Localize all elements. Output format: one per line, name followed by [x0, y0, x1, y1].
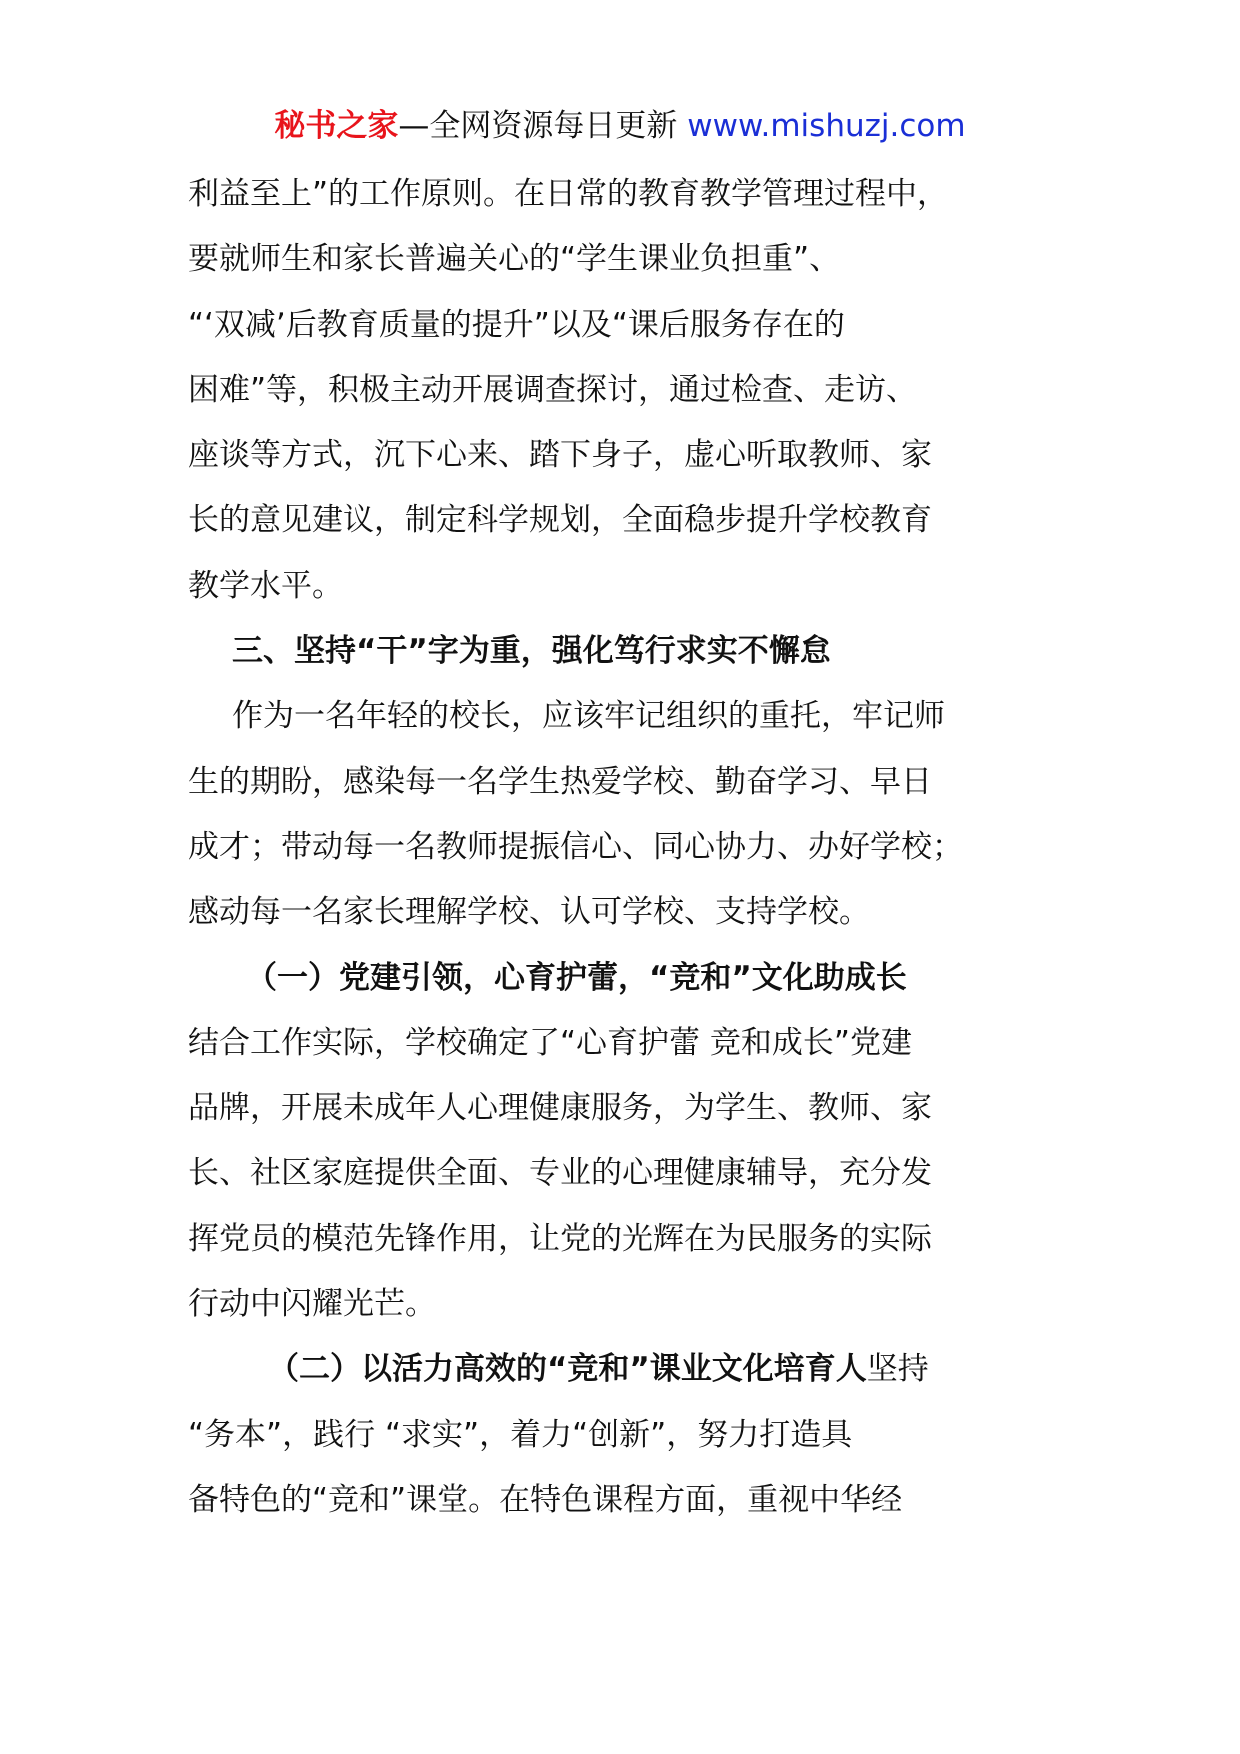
- section-heading: 三、坚持“干”字为重，强化笃行求实不懈怠: [232, 633, 831, 670]
- paragraph-line: 挥党员的模范先锋作用，让党的光辉在为民服务的实际: [188, 1220, 932, 1257]
- paragraph-line: 座谈等方式，沉下心来、踏下身子，虚心听取教师、家: [188, 437, 932, 474]
- paragraph-line: 利益至上”的工作原则。在日常的教育教学管理过程中，: [188, 176, 949, 212]
- paragraph-line: 困难”等，积极主动开展调查探讨，通过检查、走访、: [188, 371, 918, 408]
- paragraph-line: 感动每一名家长理解学校、认可学校、支持学校。: [188, 894, 870, 931]
- paragraph-line: 结合工作实际，学校确定了“心育护蕾 竞和成长”党建: [188, 1024, 912, 1061]
- paragraph-line: 品牌，开展未成年人心理健康服务，为学生、教师、家: [188, 1090, 932, 1127]
- paragraph-line: 作为一名年轻的校长，应该牢记组织的重托，牢记师: [232, 698, 945, 735]
- header-brand: 秘书之家: [274, 108, 399, 144]
- document-body: [188, 162, 1068, 1533]
- page-header: [0, 104, 1240, 148]
- paragraph-line: 成才；带动每一名教师提振信心、同心协力、办好学校；: [188, 828, 963, 865]
- subsection-heading: （二）以活力高效的“竞和”课业文化培育人: [268, 1351, 867, 1388]
- paragraph-text: 坚持: [866, 1351, 929, 1388]
- paragraph-line: 长、社区家庭提供全面、专业的心理健康辅导，充分发: [188, 1155, 932, 1192]
- paragraph-line: 生的期盼，感染每一名学生热爱学校、勤奋学习、早日: [188, 763, 932, 800]
- paragraph-line: “‘双减’后教育质量的提升”以及“课后服务存在的: [188, 306, 845, 343]
- paragraph-line: 教学水平。: [188, 567, 343, 604]
- paragraph-line: 行动中闪耀光芒。: [188, 1286, 436, 1323]
- subsection-heading-line: [188, 1337, 1068, 1402]
- paragraph-line: “务本”，践行 “求实”，着力“创新”，努力打造具: [188, 1416, 853, 1453]
- subsection-heading: （一）党建引领，心育护蕾，“竞和”文化助成长: [246, 959, 907, 996]
- paragraph-line: 长的意见建议，制定科学规划，全面稳步提升学校教育: [188, 502, 932, 539]
- paragraph-line: 要就师生和家长普遍关心的“学生课业负担重”、: [188, 241, 841, 278]
- header-tagline: —全网资源每日更新: [398, 108, 688, 144]
- header-url[interactable]: www.mishuzj.com: [687, 108, 966, 144]
- paragraph-line: 备特色的“竞和”课堂。在特色课程方面，重视中华经: [188, 1481, 903, 1518]
